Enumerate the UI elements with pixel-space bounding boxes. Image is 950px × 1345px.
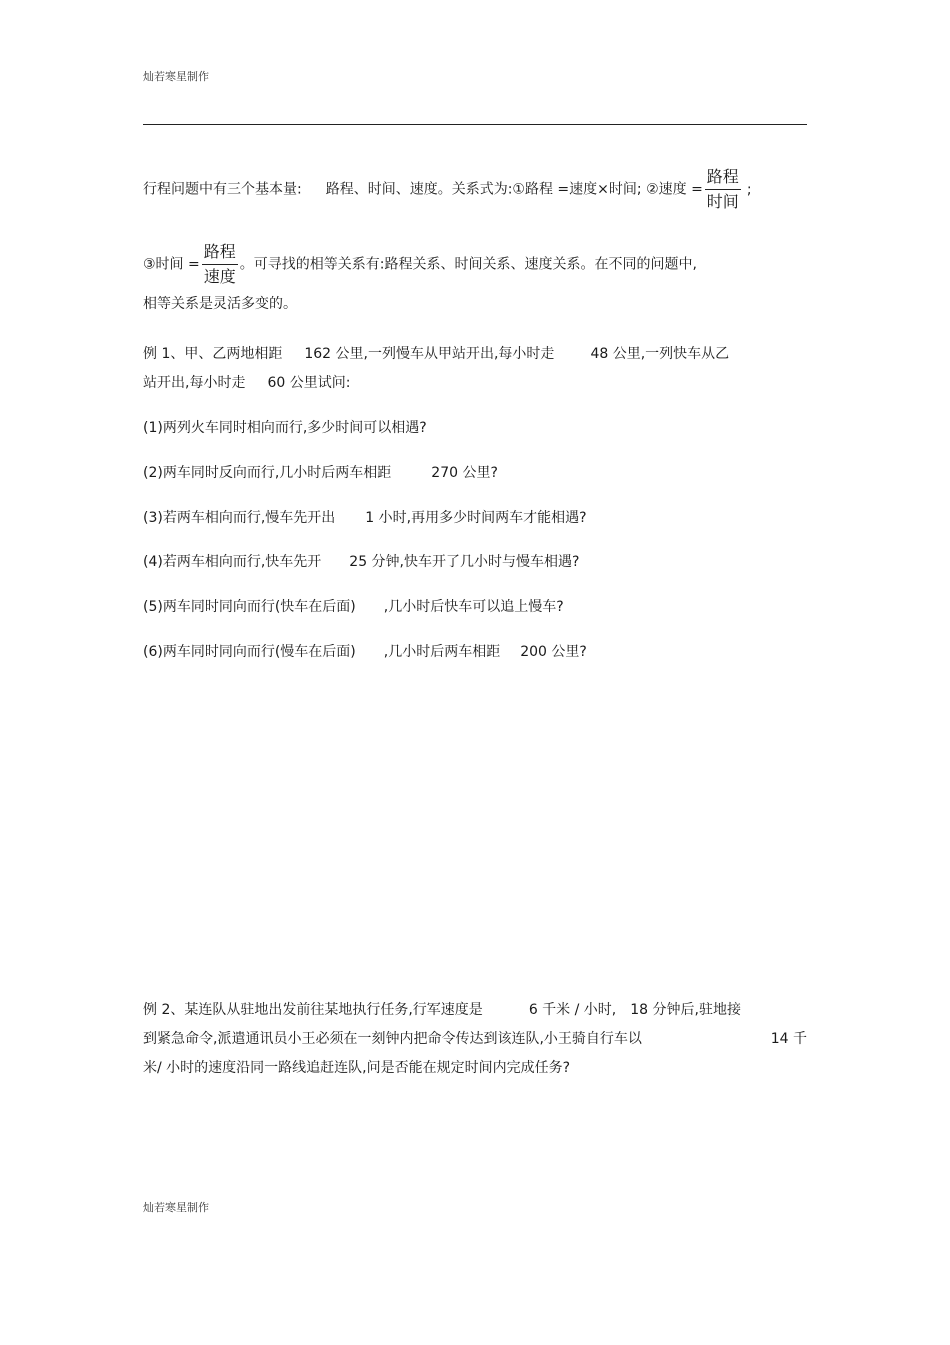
intro-line-1 (143, 167, 752, 212)
intro-text: 行程问题中有三个基本量: (143, 181, 302, 198)
intro-text: 路程、时间、速度。关系式为:①路程 =速度×时间; ②速度 = (325, 181, 703, 198)
example1-text: 162 公里,一列慢车从甲站开出,每小时走 (304, 346, 555, 362)
fraction-numerator: 路程 (202, 242, 238, 265)
question-1: (1)两列火车同时相向而行,多少时间可以相遇? (143, 420, 427, 436)
page-footer: 灿若寒星制作 (143, 1201, 209, 1214)
question-text: (6)两车同时同向而行(慢车在后面) (143, 644, 356, 660)
question-text: 200 公里? (520, 644, 587, 660)
example2-line-2 (143, 1030, 807, 1048)
question-text: (2)两车同时反向而行,几小时后两车相距 (143, 465, 392, 481)
example1-line-2 (143, 374, 350, 392)
question-3 (143, 509, 587, 527)
question-text: (3)若两车相向而行,慢车先开出 (143, 510, 336, 526)
fraction-numerator: 路程 (705, 167, 741, 190)
fraction-denominator: 速度 (203, 267, 236, 286)
intro-line-3: 相等关系是灵活多变的。 (143, 296, 297, 312)
example2-text: 6 千米 / 小时, (528, 1002, 617, 1018)
question-text: (5)两车同时同向而行(快车在后面) (143, 599, 356, 615)
question-text: ,几小时后两车相距 (383, 644, 501, 660)
example1-line-1 (143, 345, 729, 363)
question-4 (143, 553, 579, 571)
question-text: (4)若两车相向而行,快车先开 (143, 554, 322, 570)
example1-text: 例 1、甲、乙两地相距 (143, 346, 283, 362)
example2-text: 例 2、某连队从驻地出发前往某地执行任务,行军速度是 (143, 1002, 483, 1018)
question-text: 25 分钟,快车开了几小时与慢车相遇? (349, 554, 580, 570)
example2-text: 18 分钟后,驻地接 (630, 1002, 741, 1018)
example2-text: 到紧急命令,派遣通讯员小王必须在一刻钟内把命令传达到该连队,小王骑自行车以 (143, 1031, 642, 1047)
question-text: 1 小时,再用多少时间两车才能相遇? (365, 510, 587, 526)
example1-text: 60 公里试问: (267, 375, 351, 391)
example1-text: 站开出,每小时走 (143, 375, 246, 391)
example2-text: 14 千 (770, 1031, 807, 1047)
intro-text: ; (746, 181, 752, 198)
question-text: ,几小时后快车可以追上慢车? (383, 599, 564, 615)
fraction-distance-over-time (705, 167, 741, 212)
question-text: 270 公里? (431, 465, 498, 481)
header-rule (143, 124, 807, 125)
intro-line-2 (143, 242, 697, 287)
fraction-distance-over-speed (202, 242, 238, 287)
intro-text: ③时间 = (143, 256, 200, 273)
intro-text: 。可寻找的相等关系有:路程关系、时间关系、速度关系。在不同的问题中, (239, 256, 697, 273)
example1-text: 48 公里,一列快车从乙 (590, 346, 730, 362)
fraction-denominator: 时间 (706, 192, 739, 211)
question-5 (143, 598, 564, 616)
question-6 (143, 643, 587, 661)
example2-line-1 (143, 1001, 741, 1019)
page-header: 灿若寒星制作 (143, 70, 209, 83)
question-2 (143, 464, 498, 482)
example2-line-3: 米/ 小时的速度沿同一路线追赶连队,问是否能在规定时间内完成任务? (143, 1060, 571, 1076)
